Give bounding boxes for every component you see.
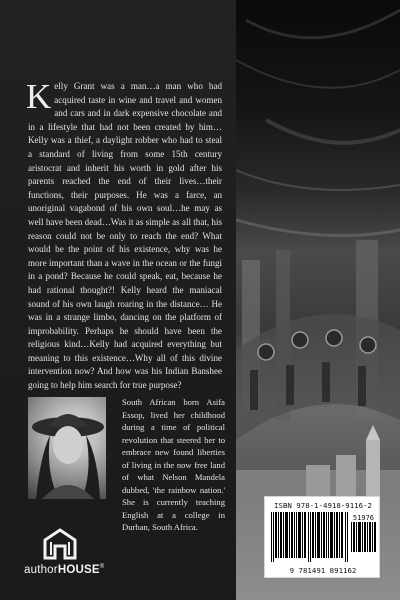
trademark-symbol: ®: [99, 564, 105, 570]
publisher-name-part1: author: [24, 564, 58, 576]
blurb-text: elly Grant was a man…a man who had acquired taste in wine and travel and women and cars and in dark expensive chocolate and in a lifestyle that had not been created by him… Kelly was a thief, a daylight robber who had to steal a standard of living from some 15th century aristocrat and inherit his worth in gold after his parents reached the end of their lives…their functions, their purposes. He was a farce, an unoriginal vagabond of his own soul…he may as well have been dead…Was it as simple as all that, his reason could not be only to reach the end? What would be the point of his existence, why was he more important than a wave in the ocean or the fungi in a pond? Because he could speak, eat, because he had rational thought?! Kelly heard the maniacal sound of his own laugh roaring in the distance… He was in a strange limbo, dancing on the platform of improbability. Perhaps he should have been the religious kind…Kelly had acquired everything but meaning to this existence…Why all of this divine intervention now? And how was his Indian Banshee going to help him search for true purpose?: [28, 81, 222, 391]
publisher-logo: [24, 528, 104, 578]
isbn-barcode: [264, 496, 380, 578]
drop-cap: K: [26, 77, 52, 116]
barcode-bars: [271, 512, 351, 562]
publisher-name-part2: HOUSE: [57, 564, 100, 576]
back-cover-blurb: [26, 77, 222, 393]
price-code: 51976: [352, 514, 374, 522]
isbn-label: ISBN 978-1-4918-9116-2: [274, 501, 372, 510]
price-barcode-bars: [351, 522, 377, 552]
authorhouse-book-icon: [43, 528, 77, 560]
publisher-name: [24, 564, 116, 576]
author-bio: South African born Asifa Essop, lived her childhood during a time of political revolution that steered her to embrace new found liberties of living in the now free land of what Nelson Mandela dubbed, 'the rainbow nation.' She is currently teaching English at a college in Durban, South Africa.: [122, 397, 225, 533]
barcode-number: 9 781491 891162: [289, 566, 357, 575]
author-photo: [28, 397, 106, 499]
author-portrait-art: [28, 397, 106, 499]
